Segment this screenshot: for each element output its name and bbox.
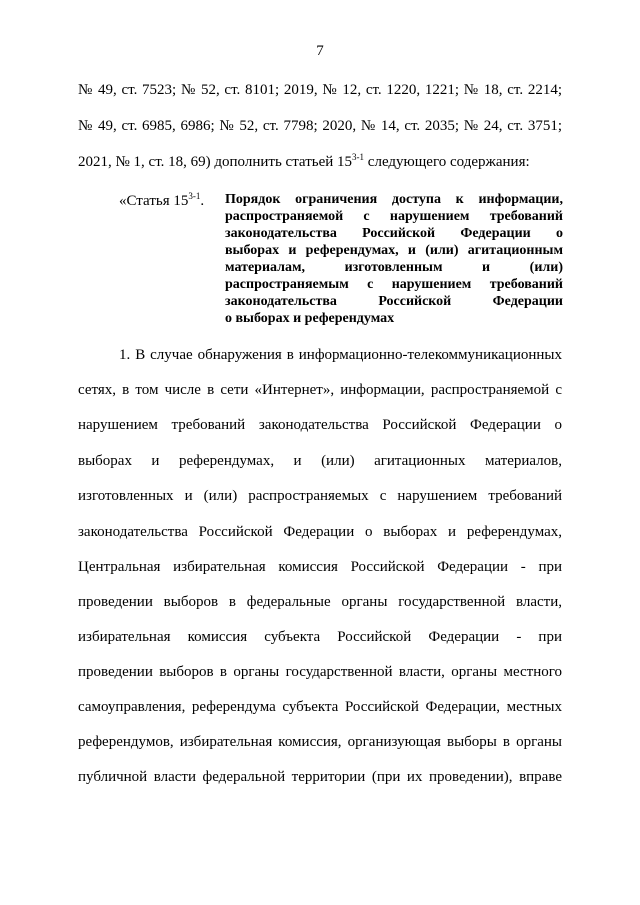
- article-title-line: законодательства Российской Федерации о: [225, 226, 563, 241]
- article-title-line: распространяемым с нарушением требований: [225, 277, 563, 292]
- body-line: избирательная комиссия субъекта Российской Федерации - при: [78, 629, 562, 645]
- article-number-superscript: 3-1: [352, 152, 365, 162]
- page-number: 7: [316, 43, 324, 59]
- body-line: сетях, в том числе в сети «Интернет», информации, распространяемой с: [78, 382, 562, 398]
- body-line: проведении выборов в федеральные органы государственной власти,: [78, 594, 562, 610]
- body-line: нарушением требований законодательства Российской Федерации о: [78, 417, 562, 433]
- body-line: Центральная избирательная комиссия Российской Федерации - при: [78, 559, 562, 575]
- article-label: [119, 192, 204, 210]
- article-label-text: «Статья 15: [119, 193, 189, 209]
- intro-line-3-text-end: следующего содержания:: [364, 154, 530, 170]
- article-title-line: Порядок ограничения доступа к информации,: [225, 192, 563, 207]
- body-line: публичной власти федеральной территории (при их проведении), вправе: [78, 769, 562, 785]
- intro-line-1: № 49, ст. 7523; № 52, ст. 8101; 2019, № 12, ст. 1220, 1221; № 18, ст. 2214;: [78, 82, 562, 98]
- body-line: самоуправления, референдума субъекта Российской Федерации, местных: [78, 699, 562, 715]
- intro-line-3-text: 2021, № 1, ст. 18, 69) дополнить статьей 15: [78, 154, 353, 170]
- article-title-line: распространяемой с нарушением требований: [225, 209, 563, 224]
- body-line: изготовленных и (или) распространяемых с нарушением требований: [78, 488, 562, 504]
- article-label-dot: .: [200, 193, 205, 209]
- article-title-line: выборах и референдумах, и (или) агитационным: [225, 243, 563, 258]
- body-line: проведении выборов в органы государственной власти, органы местного: [78, 664, 562, 680]
- intro-line-3: [78, 153, 562, 171]
- body-line: 1. В случае обнаружения в информационно-телекоммуникационных: [119, 347, 562, 363]
- intro-line-2: № 49, ст. 6985, 6986; № 52, ст. 7798; 2020, № 14, ст. 2035; № 24, ст. 3751;: [78, 118, 562, 134]
- body-line: законодательства Российской Федерации о выборах и референдумах,: [78, 524, 562, 540]
- article-label-superscript: 3-1: [188, 191, 201, 201]
- body-line: выборах и референдумах, и (или) агитационных материалов,: [78, 453, 562, 469]
- article-title-line: законодательства Российской Федерации: [225, 294, 563, 309]
- article-title-line: материалам, изготовленным и (или): [225, 260, 563, 275]
- article-title-line: о выборах и референдумах: [225, 311, 395, 326]
- body-line: референдумов, избирательная комиссия, организующая выборы в органы: [78, 734, 562, 750]
